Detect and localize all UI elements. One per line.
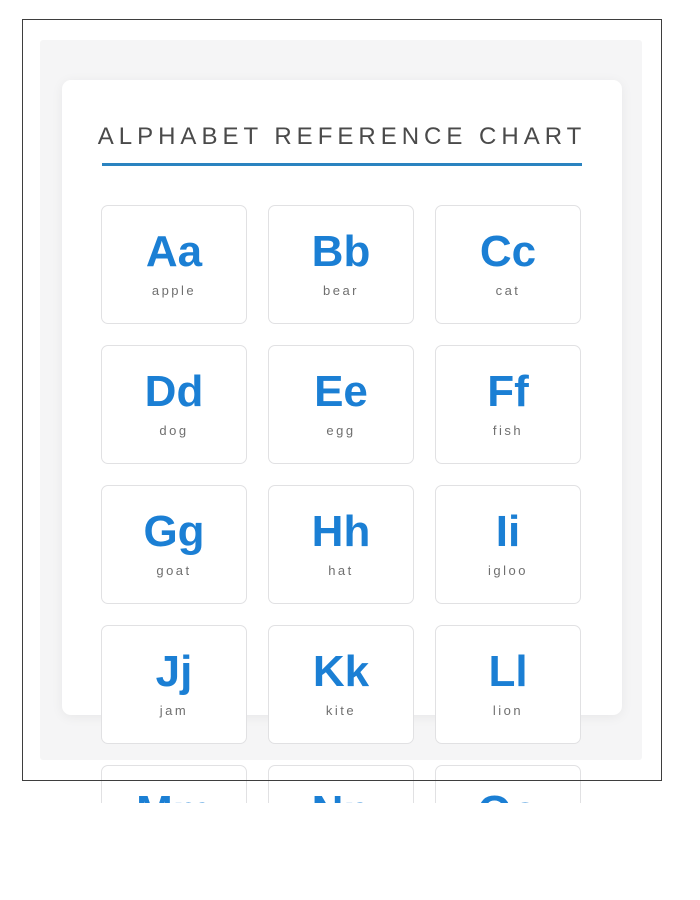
title-underline: [102, 163, 582, 166]
letter-card-j: [101, 625, 247, 744]
letter-card-b: [268, 205, 414, 324]
letter-card-a: [101, 205, 247, 324]
example-word: jam: [159, 703, 189, 718]
letter-pair: Jj: [155, 647, 193, 696]
letter-pair: Dd: [144, 367, 204, 416]
example-word: kite: [325, 703, 357, 718]
letter-card-i: [435, 485, 581, 604]
letter-card-k: [268, 625, 414, 744]
letter-pair: Cc: [479, 227, 537, 276]
letter-pair: Ee: [314, 367, 368, 416]
example-word: fish: [492, 423, 524, 438]
letter-card-e: [268, 345, 414, 464]
letter-pair: Aa: [145, 227, 203, 276]
example-word: egg: [326, 423, 356, 438]
example-word: cat: [495, 283, 521, 298]
letter-card-l: [435, 625, 581, 744]
alphabet-grid: [101, 205, 581, 884]
letter-card-g: [101, 485, 247, 604]
example-word: hat: [328, 563, 354, 578]
letter-pair: Ii: [495, 507, 521, 556]
page-title: ALPHABET REFERENCE CHART: [97, 123, 587, 150]
letter-card-h: [268, 485, 414, 604]
chart-sheet: [62, 80, 622, 718]
example-word: igloo: [488, 563, 528, 578]
example-word: dog: [159, 423, 189, 438]
example-word: apple: [151, 283, 197, 298]
letter-card-d: [101, 345, 247, 464]
viewport-clip: [0, 803, 700, 900]
letter-pair: Ff: [487, 367, 529, 416]
letter-card-c: [435, 205, 581, 324]
letter-pair: Ll: [488, 647, 528, 696]
letter-card-f: [435, 345, 581, 464]
letter-pair: Bb: [311, 227, 371, 276]
letter-pair: Gg: [143, 507, 205, 556]
letter-pair: Kk: [312, 647, 370, 696]
example-word: goat: [156, 563, 192, 578]
example-word: bear: [322, 283, 360, 298]
example-word: lion: [492, 703, 524, 718]
letter-pair: Hh: [311, 507, 371, 556]
